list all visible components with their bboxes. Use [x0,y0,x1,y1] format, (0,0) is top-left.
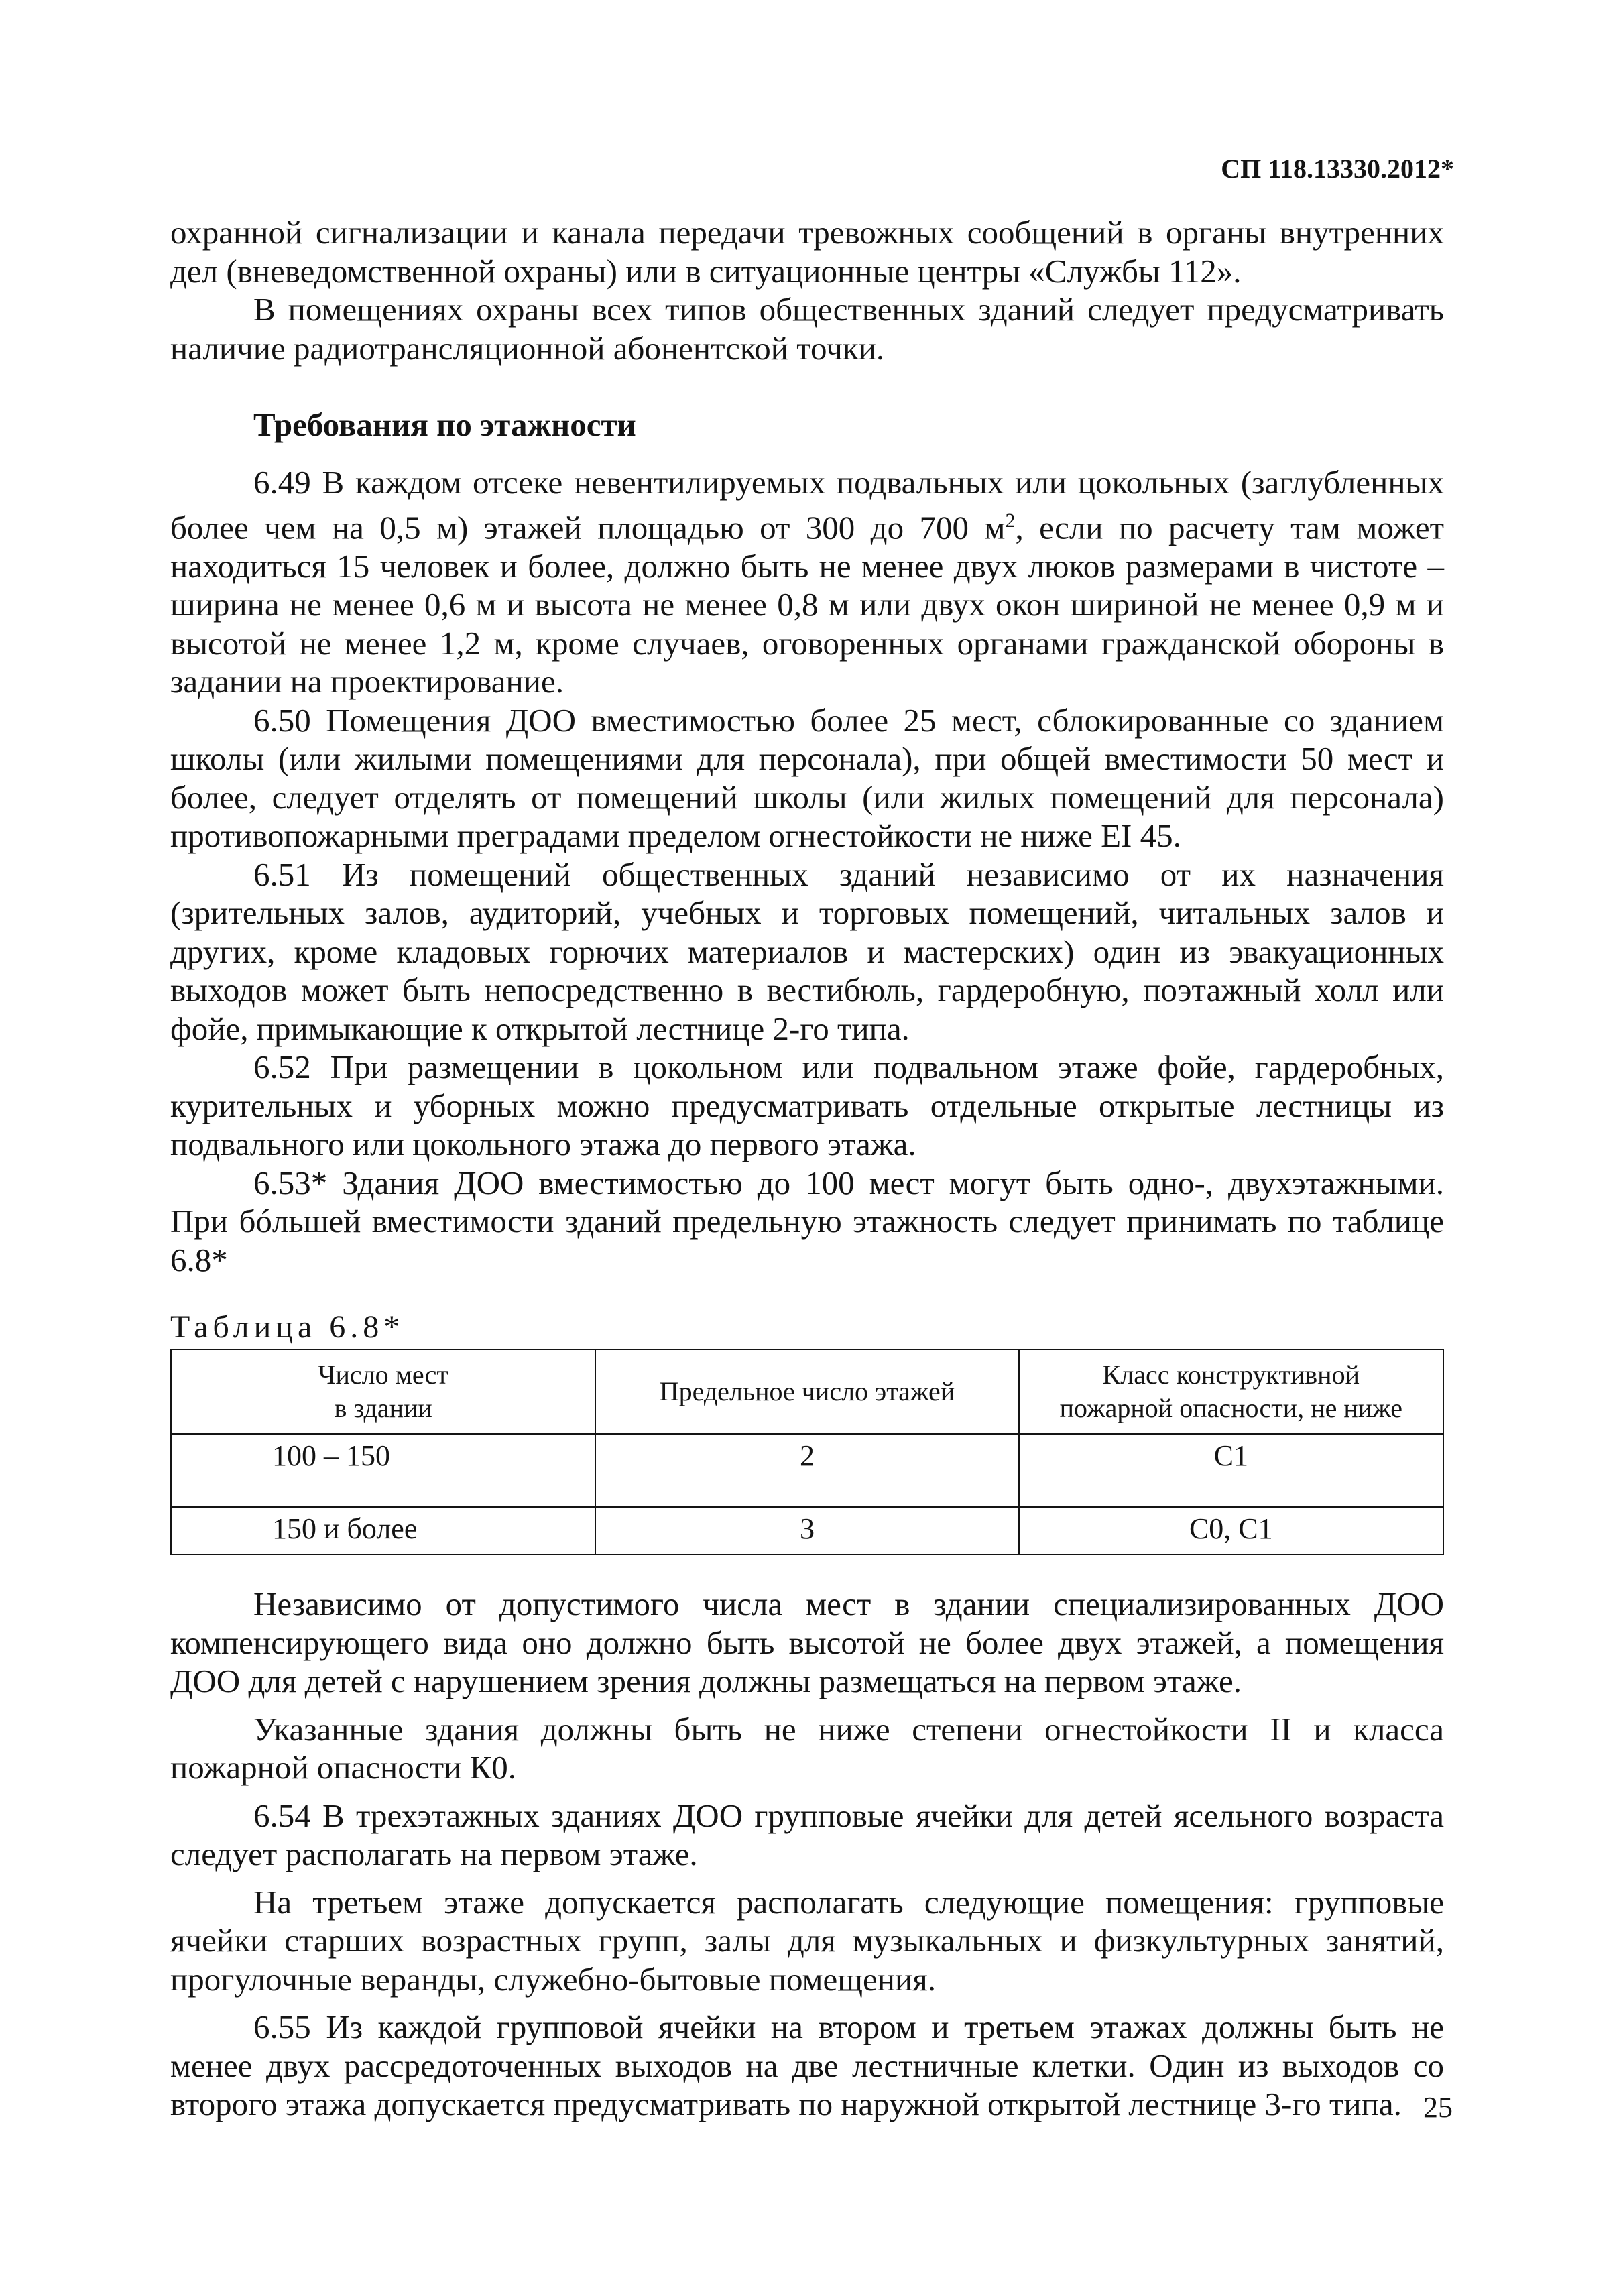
cell-seats: 100 – 150 [171,1434,595,1507]
paragraph-security-rooms: В помещениях охраны всех типов общественных зданий следует предусматривать наличие радиотрансляционной абонентской точки. [170,291,1444,367]
paragraph-6-52: 6.52 При размещении в цокольном или подвальном этаже фойе, гардеробных, курительных и уборных можно предусматривать отдельные открытые лестницы из подвального или цокольного этажа до первого этажа. [170,1048,1444,1163]
table-6-8 [170,1349,1444,1555]
cell-fire-class: С0, С1 [1019,1507,1443,1555]
header-fire-class: Класс конструктивной пожарной опасности, не ниже [1019,1349,1443,1434]
paragraph-6-51: 6.51 Из помещений общественных зданий независимо от их назначения (зрительных залов, аудиторий, учебных и торговых помещений, читальных залов и других, кроме кладовых горючих материалов и мастерских) один из эвакуационных выходов может быть непосредственно в вестибюль, гардеробную, поэтажный холл или фойе, примыкающие к открытой лестнице 2-го типа. [170,855,1444,1047]
paragraph-6-50: 6.50 Помещения ДОО вместимостью более 25 мест, сблокированные со зданием школы (или жилыми помещениями для персонала), при общей вместимости 50 мест и более, следует отделять от помещений школы (или жилых помещений для персонала) противопожарными преградами пределом огнестойкости не ниже EI 45. [170,701,1444,855]
document-code: СП 118.13330.2012* [1221,154,1454,184]
header-max-floors: Предельное число этажей [595,1349,1018,1434]
paragraph-6-49 [170,463,1444,701]
page-number: 25 [1423,2091,1453,2124]
paragraph-continuation: охранной сигнализации и канала передачи тревожных сообщений в органы внутренних дел (вневедомственной охраны) или в ситуационные центры «Службы 112». [170,214,1444,290]
lower-text-block [170,1585,1444,2124]
paragraph-6-53: 6.53* Здания ДОО вместимостью до 100 мест могут быть одно-, двухэтажными. При бóльшей вместимости зданий предельную этажность следует принимать по таблице 6.8* [170,1164,1444,1278]
table-caption: Таблица 6.8* [170,1309,405,1345]
upper-text-block [170,213,1444,1279]
header-seats: Число мест в здании [171,1349,595,1434]
table-row [171,1434,1443,1507]
paragraph-6-55: 6.55 Из каждой групповой ячейки на втором и третьем этажах должны быть не менее двух рассредоточенных выходов на две лестничные клетки. Один из выходов со второго этажа допускается предусматривать по наружной открытой лестнице 3-го типа. [170,2008,1444,2122]
paragraph-6-54: 6.54 В трехэтажных зданиях ДОО групповые ячейки для детей ясельного возраста следует располагать на первом этаже. [170,1797,1444,1872]
cell-floors: 3 [595,1507,1018,1555]
paragraph-6-49-text-start: 6.49 В каждом отсеке невентилируемых подвальных или цокольных (заглубленных более чем на 0,5 м) этажей площадью от 300 до 700 м [170,463,1444,546]
section-heading: Требования по этажности [253,406,636,443]
cell-seats: 150 и более [171,1507,595,1555]
paragraph-6-49-text-end: , если по расчету там может находиться 15 человек и более, должно быть не менее двух люков размерами в чистоте – ширина не менее 0,6 м и высота не менее 0,8 м или двух окон шириной не менее 0,9 м и высотой не менее 1,2 м, кроме случаев, оговоренных органами гражданской обороны в задании на проектирование. [170,509,1444,701]
paragraph-fire-resistance: Указанные здания должны быть не ниже степени огнестойкости II и класса пожарной опасности К0. [170,1710,1444,1786]
paragraph-specialized-doo: Независимо от допустимого числа мест в здании специализированных ДОО компенсирующего вида оно должно быть высотой не более двух этажей, а помещения ДОО для детей с нарушением зрения должны размещаться на первом этаже. [170,1585,1444,1699]
cell-fire-class: C1 [1019,1434,1443,1507]
table-row [171,1507,1443,1555]
cell-floors: 2 [595,1434,1018,1507]
table-header-row [171,1349,1443,1434]
paragraph-third-floor: На третьем этаже допускается располагать следующие помещения: групповые ячейки старших возрастных групп, залы для музыкальных и физкультурных занятий, прогулочные веранды, служебно-бытовые помещения. [170,1883,1444,1998]
superscript-2: 2 [1005,509,1016,532]
